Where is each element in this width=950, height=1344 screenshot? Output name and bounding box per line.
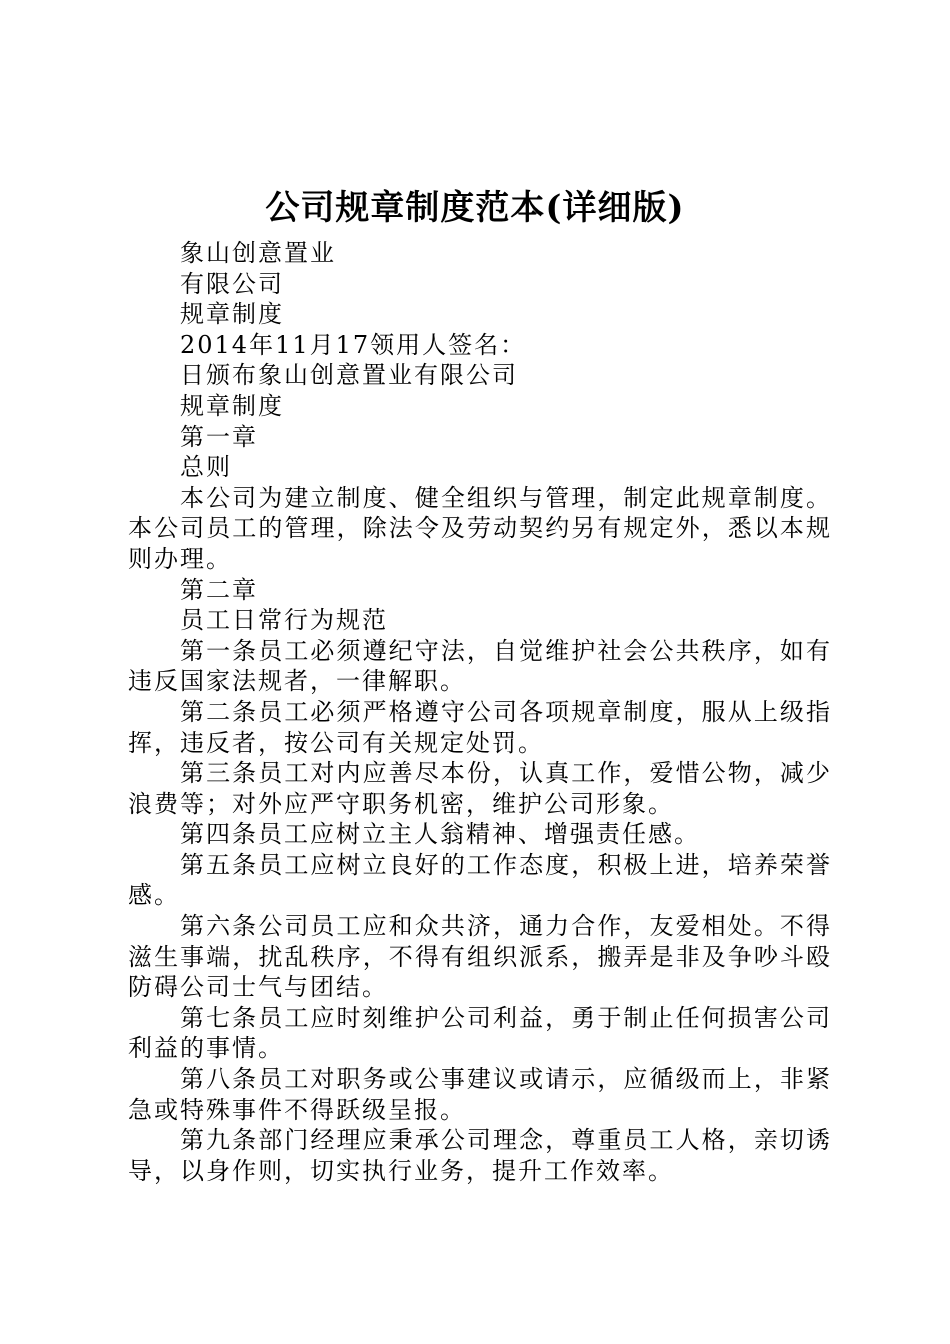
chapter-subtitle: 员工日常行为规范 [180,606,388,635]
article-paragraph: 第三条员工对内应善尽本份，认真工作，爱惜公物，减少浪费等；对外应严守职务机密，维护公司形象。 [128,759,832,818]
chapter-heading: 第二章 [180,575,258,604]
article-paragraph: 第九条部门经理应秉承公司理念，尊重员工人格，亲切诱导，以身作则，切实执行业务，提升工作效率。 [128,1126,832,1185]
paragraph: 2014年11月17领用人签名： [180,330,527,359]
paragraph: 本公司为建立制度、健全组织与管理，制定此规章制度。本公司员工的管理，除法令及劳动契约另有规定外，悉以本规则办理。 [128,483,832,573]
article-paragraph: 第一条员工必须遵纪守法，自觉维护社会公共秩序，如有违反国家法规者，一律解职。 [128,636,832,696]
paragraph: 日颁布象山创意置业有限公司 [180,361,518,390]
paragraph: 象山创意置业 [180,239,336,267]
paragraph: 规章制度 [180,391,284,420]
article-paragraph: 第七条员工应时刻维护公司利益，勇于制止任何损害公司利益的事情。 [128,1003,832,1063]
paragraph: 规章制度 [180,300,284,329]
article-paragraph: 第六条公司员工应和众共济，通力合作，友爱相处。不得滋生事端，扰乱秩序，不得有组织派系，搬弄是非及争吵斗殴防碍公司士气与团结。 [128,912,832,1002]
document-title: 公司规章制度范本(详细版) [265,188,685,228]
paragraph: 有限公司 [180,269,284,298]
chapter-subtitle: 总则 [180,453,232,482]
article-paragraph: 第四条员工应树立主人翁精神、增强责任感。 [180,820,700,849]
article-paragraph: 第二条员工必须严格遵守公司各项规章制度，服从上级指挥，违反者，按公司有关规定处罚。 [128,697,832,757]
chapter-heading: 第一章 [180,422,258,451]
article-paragraph: 第五条员工应树立良好的工作态度，积极上进，培养荣誉感。 [128,850,832,910]
document-body [128,238,832,1186]
article-paragraph: 第八条员工对职务或公事建议或请示，应循级而上，非紧急或特殊事件不得跃级呈报。 [128,1065,832,1124]
